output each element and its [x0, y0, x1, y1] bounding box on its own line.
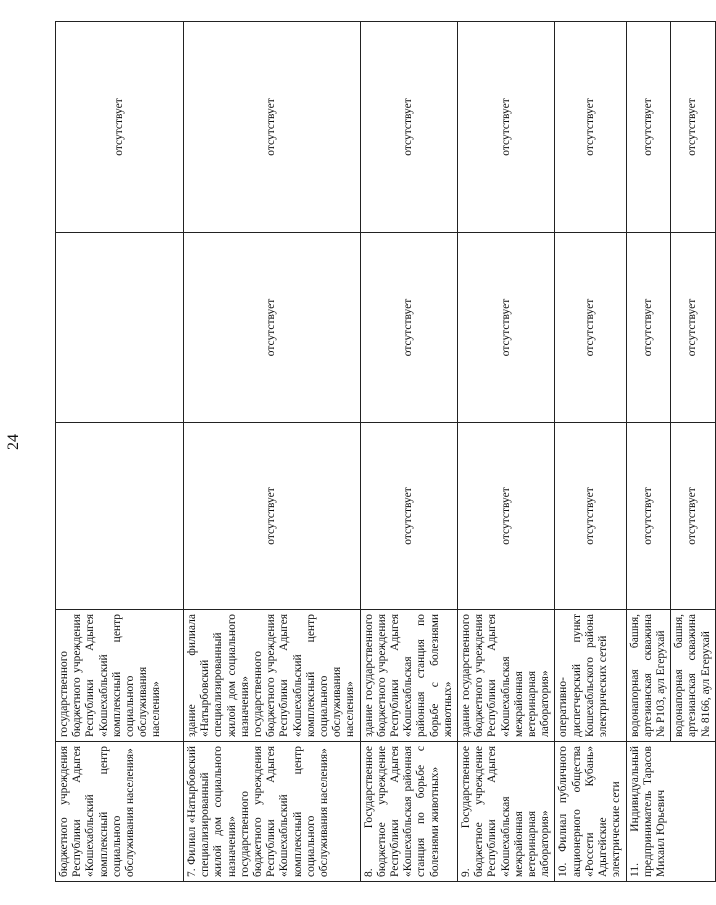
value-cell: отсутствует	[671, 22, 716, 233]
value-cell: отсутствует	[555, 233, 626, 423]
table-row	[555, 22, 626, 882]
value-cell: отсутствует	[56, 22, 184, 233]
document-table	[55, 21, 716, 882]
table-row	[360, 22, 457, 882]
org-cell: бюджетного учреждения Республики Адыгея «Кошехабльский комплексный центр социального обслуживания населения»	[56, 742, 184, 882]
object-cell: государственного бюджетного учреждения Республики Адыгея «Кошехабльский комплексный центр социального обслуживания населения»	[56, 610, 184, 742]
value-cell: отсутствует	[555, 22, 626, 233]
object-cell: здание филиала «Натырбовский специализированный жилой дом социального назначения» государственного бюджетного учреждения Республики Адыгея «Кошехабльский комплексный центр социального обслуживания населения»	[184, 610, 361, 742]
value-cell: отсутствует	[626, 423, 671, 610]
org-cell: 8. Государственное бюджетное учреждение Республики Адыгея «Кошехабльская районная станция по борьбе с болезнями животных»	[360, 742, 457, 882]
value-cell	[56, 233, 184, 423]
rotated-table-container	[55, 22, 712, 882]
value-cell: отсутствует	[458, 423, 555, 610]
table-row	[458, 22, 555, 882]
object-cell: здание государственного бюджетного учреждения Республики Адыгея «Кошехабльская межрайонная ветеринарная лаборатория»	[458, 610, 555, 742]
object-cell: оперативно-диспетчерский пункт Кошехабльского района электрических сетей	[555, 610, 626, 742]
value-cell: отсутствует	[360, 423, 457, 610]
org-cell: 10. Филиал публичного акционерного общества «Россети Кубань» Адыгейские электрические сети	[555, 742, 626, 882]
value-cell: отсутствует	[555, 423, 626, 610]
value-cell: отсутствует	[184, 233, 361, 423]
value-cell: отсутствует	[626, 22, 671, 233]
table-row	[184, 22, 361, 882]
value-cell: отсутствует	[458, 22, 555, 233]
value-cell: отсутствует	[458, 233, 555, 423]
value-cell: отсутствует	[184, 22, 361, 233]
value-cell: отсутствует	[671, 423, 716, 610]
table-row	[56, 22, 184, 882]
value-cell: отсутствует	[184, 423, 361, 610]
object-cell: водонапорная башня, артезианская скважина № Р103, аул Егерухай	[626, 610, 671, 742]
value-cell: отсутствует	[626, 233, 671, 423]
value-cell: отсутствует	[360, 233, 457, 423]
org-cell: 7. Филиал «Натырбовский специализированный жилой дом социального назначения» государственного бюджетного учреждения Республики Адыгея «Кошехабльский комплексный центр социального обслуживания населения»	[184, 742, 361, 882]
page-number: 24	[5, 434, 22, 450]
value-cell: отсутствует	[360, 22, 457, 233]
table-row	[626, 22, 671, 882]
value-cell	[56, 423, 184, 610]
org-cell: 11. Индивидуальный предприниматель Тарасов Михаил Юрьевич	[626, 742, 715, 882]
object-cell: здание государственного бюджетного учреждения Республики Адыгея «Кошехабльская районная станция по борьбе с болезнями животных»	[360, 610, 457, 742]
object-cell: водонапорная башня, артезианская скважина № 8166, аул Егерухай	[671, 610, 716, 742]
value-cell: отсутствует	[671, 233, 716, 423]
org-cell: 9. Государственное бюджетное учреждение Республики Адыгея «Кошехабльская межрайонная ветеринарная лаборатория»	[458, 742, 555, 882]
